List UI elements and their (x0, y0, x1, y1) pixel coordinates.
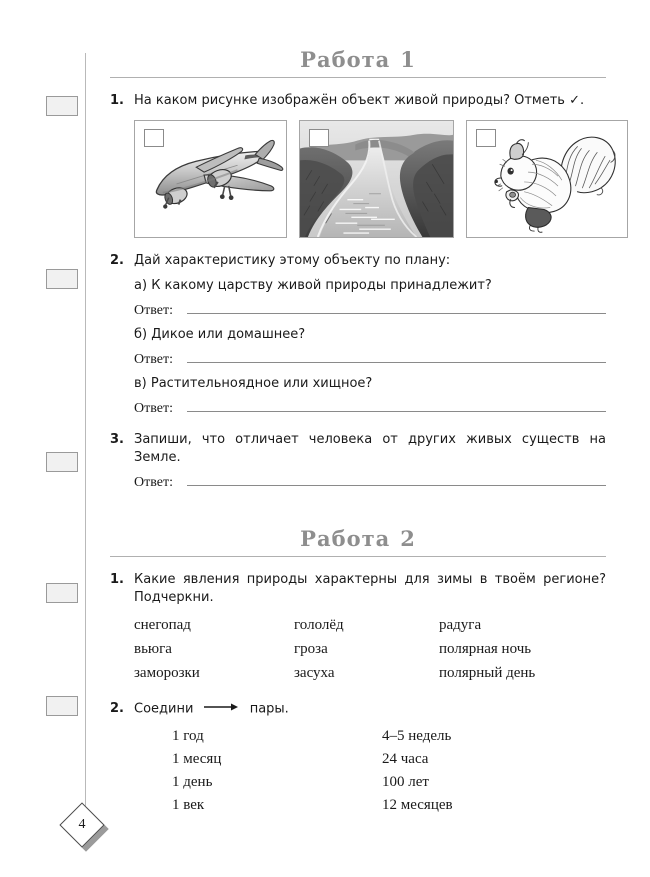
weather-word[interactable]: заморозки (134, 665, 200, 682)
task-2-2-question-before: Соедини (134, 701, 194, 717)
weather-words-grid (134, 615, 606, 684)
work-2-heading-number: 2 (400, 526, 416, 552)
squirrel-picture-frame[interactable] (466, 120, 628, 238)
task-1-2-sub-b-text: Дикое или домашнее? (151, 327, 306, 343)
pair-left-item[interactable]: 1 век (172, 796, 205, 813)
task-1-3 (110, 431, 606, 491)
task-1-1-question-text: На каком рисунке изображён объект живой природы? Отметь (134, 93, 570, 109)
task-1-2-sub-v-label: в) (134, 376, 147, 392)
answer-label: Ответ: (134, 352, 173, 368)
page-number-text: 4 (78, 817, 86, 832)
answer-input-line[interactable] (187, 301, 606, 314)
work-1-heading-label: Работа (300, 47, 391, 72)
weather-word[interactable]: радуга (439, 617, 482, 634)
task-1-2-answer-v (134, 399, 606, 417)
work-1-divider (110, 77, 606, 78)
airplane-picture-frame[interactable] (134, 120, 287, 238)
pair-right-item[interactable]: 12 месяцев (382, 796, 453, 813)
task-1-2-sub-a (134, 277, 606, 295)
task-2-1-question: Какие явления природы характерны для зимы в твоём регионе? Подчеркни. (134, 572, 606, 606)
task-1-2 (110, 252, 606, 417)
answer-input-line[interactable] (187, 473, 606, 486)
task-2-1 (110, 571, 606, 684)
task-2-2-question-after: пары. (249, 701, 289, 717)
margin-score-box-2[interactable] (46, 269, 78, 289)
work-2-divider (110, 556, 606, 557)
page-number-badge (62, 805, 108, 851)
work-2-heading-label: Работа (300, 526, 391, 552)
river-picture-frame[interactable] (299, 120, 454, 238)
task-1-1 (110, 92, 606, 238)
task-1-2-number: 2. (110, 253, 124, 269)
margin-score-box-4[interactable] (46, 583, 78, 603)
task-1-1-question-tail: . (580, 93, 585, 109)
match-pairs-grid (172, 725, 606, 816)
task-1-2-sub-b-label: б) (134, 327, 148, 343)
pair-left-item[interactable]: 1 месяц (172, 750, 222, 767)
work-2-heading (110, 527, 606, 550)
airplane-answer-checkbox[interactable] (144, 129, 164, 147)
task-2-2-question (134, 700, 606, 719)
task-1-2-sub-a-text: К какому царству живой природы принадлежит? (151, 278, 492, 294)
right-arrow-icon (204, 700, 240, 718)
task-1-3-question: Запиши, что отличает человека от других живых существ на Земле. (134, 432, 606, 466)
weather-word[interactable]: полярная ночь (439, 641, 532, 658)
pair-right-item[interactable]: 4–5 недель (382, 727, 452, 744)
pair-right-item[interactable]: 24 часа (382, 750, 429, 767)
task-1-2-answer-b (134, 350, 606, 368)
weather-word[interactable]: вьюга (134, 641, 172, 658)
task-1-2-sub-v-text: Растительноядное или хищное? (150, 376, 373, 392)
task-1-2-sub-b (134, 326, 606, 344)
answer-label: Ответ: (134, 401, 173, 417)
answer-input-line[interactable] (187, 399, 606, 412)
work-1-heading (110, 48, 606, 71)
task-1-2-sub-a-label: а) (134, 278, 148, 294)
answer-label: Ответ: (134, 475, 173, 491)
task-1-2-answer-a (134, 301, 606, 319)
task-2-1-number: 1. (110, 572, 124, 588)
margin-score-box-1[interactable] (46, 96, 78, 116)
page-content (110, 0, 606, 816)
task-1-3-answer (134, 473, 606, 491)
weather-word[interactable]: гололёд (294, 617, 344, 634)
margin-score-box-3[interactable] (46, 452, 78, 472)
task-1-3-number: 3. (110, 432, 124, 448)
weather-word[interactable]: снегопад (134, 617, 191, 634)
work-1-heading-number: 1 (400, 47, 416, 72)
task-2-2 (110, 700, 606, 816)
squirrel-answer-checkbox[interactable] (476, 129, 496, 147)
weather-word[interactable]: полярный день (439, 665, 536, 682)
answer-label: Ответ: (134, 303, 173, 319)
pair-left-item[interactable]: 1 день (172, 773, 213, 790)
pair-left-item[interactable]: 1 год (172, 727, 204, 744)
river-answer-checkbox[interactable] (309, 129, 329, 147)
margin-score-box-5[interactable] (46, 696, 78, 716)
task-1-2-question: Дай характеристику этому объекту по плану: (134, 253, 451, 269)
weather-word[interactable]: засуха (294, 665, 335, 682)
margin-rule-line (85, 53, 86, 813)
answer-input-line[interactable] (187, 350, 606, 363)
task-1-2-sub-v (134, 375, 606, 393)
pair-right-item[interactable]: 100 лет (382, 773, 429, 790)
checkmark-icon: ✓ (569, 93, 580, 109)
task-2-2-number: 2. (110, 701, 124, 717)
weather-word[interactable]: гроза (294, 641, 328, 658)
task-1-1-question (134, 92, 628, 110)
task-1-1-number: 1. (110, 93, 124, 109)
picture-choice-row (134, 120, 628, 238)
